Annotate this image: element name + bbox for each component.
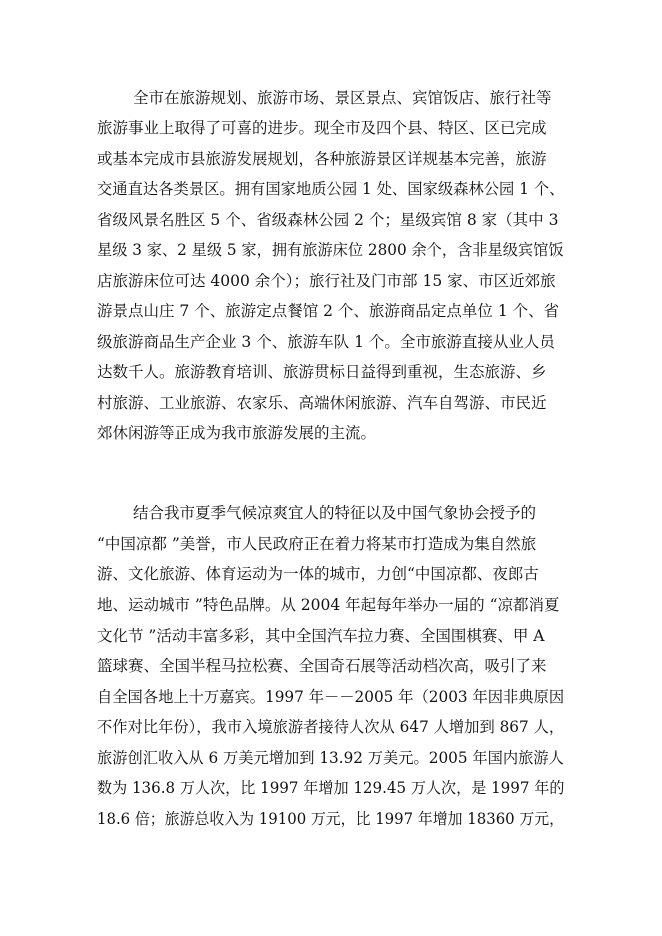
paragraph-1-line: 店旅游床位可达 4000 余个）；旅行社及门市部 15 家、市区近郊旅 bbox=[97, 272, 556, 290]
paragraph-2-line: 18.6 倍；旅游总收入为 19100 万元，比 1997 年增加 18360 万元， bbox=[97, 810, 565, 828]
paragraph-1-line: 或基本完成市县旅游发展规划，各种旅游景区详规基本完善，旅游 bbox=[97, 150, 547, 168]
paragraph-2-line: 结合我市夏季气候凉爽宜人的特征以及中国气象协会授予的 bbox=[133, 504, 537, 522]
paragraph-1-line: 省级风景名胜区 5 个、省级森林公园 2 个；星级宾馆 8 家（其中 3 bbox=[97, 211, 559, 229]
paragraph-1-line: 全市在旅游规划、旅游市场、景区景点、宾馆饭店、旅行社等 bbox=[133, 89, 552, 107]
paragraph-2-line: 旅游创汇收入从 6 万美元增加到 13.92 万美元。2005 年国内旅游人 bbox=[97, 749, 564, 767]
paragraph-2-line: 自全国各地上十万嘉宾。1997 年－－2005 年（2003 年因非典原因 bbox=[97, 688, 565, 706]
paragraph-1-line: 达数千人。旅游教育培训、旅游贯标日益得到重视，生态旅游、乡 bbox=[97, 363, 547, 381]
paragraph-1-line: 游景点山庄 7 个、旅游定点餐馆 2 个、旅游商品定点单位 1 个、省 bbox=[97, 302, 560, 320]
paragraph-2-line: 数为 136.8 万人次，比 1997 年增加 129.45 万人次，是 1997 年的 bbox=[97, 779, 565, 797]
paragraph-2-line: “中国凉都 ”美誉，市人民政府正在着力将某市打造成为集自然旅 bbox=[97, 535, 537, 553]
paragraph-1-line: 郊休闲游等正成为我市旅游发展的主流。 bbox=[97, 424, 377, 442]
paragraph-2-line: 文化节 ”活动丰富多彩，其中全国汽车拉力赛、全国围棋赛、甲 A bbox=[97, 627, 545, 645]
paragraph-2-line: 游、文化旅游、体育运动为一体的城市，力创“中国凉都、夜郎古 bbox=[97, 565, 539, 583]
paragraph-1-line: 级旅游商品生产企业 3 个、旅游车队 1 个。全市旅游直接从业人员 bbox=[97, 333, 555, 351]
paragraph-1-line: 星级 3 家、2 星级 5 家，拥有旅游床位 2800 余个，含非星级宾馆饭 bbox=[97, 241, 564, 259]
paragraph-2-line: 篮球赛、全国半程马拉松赛、全国奇石展等活动档次高，吸引了来 bbox=[97, 657, 547, 675]
paragraph-1-line: 旅游事业上取得了可喜的进步。现全市及四个县、特区、区已完成 bbox=[97, 119, 547, 137]
paragraph-2-line: 地、运动城市 ”特色品牌。从 2004 年起每年举办一届的 “凉都消夏 bbox=[97, 596, 560, 614]
paragraph-1-line: 村旅游、工业旅游、农家乐、高端休闲旅游、汽车自驾游、市民近 bbox=[97, 394, 547, 412]
paragraph-1-line: 交通直达各类景区。拥有国家地质公园 1 处、国家级森林公园 1 个、 bbox=[97, 180, 565, 198]
paragraph-2-line: 不作对比年份），我市入境旅游者接待人次从 647 人增加到 867 人， bbox=[97, 718, 565, 736]
